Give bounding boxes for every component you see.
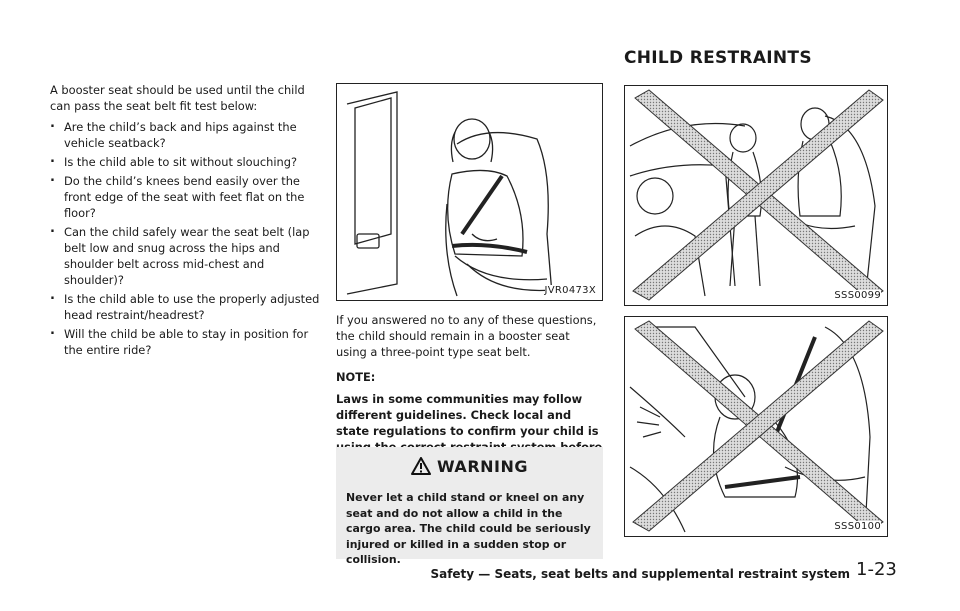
fit-test-item: . Are the child’s back and hips against the vehicle seatback?	[50, 119, 322, 151]
figure-label: SSS0099	[834, 290, 881, 301]
booster-seat-paragraph: If you answered no to any of these questions, the child should remain in a booster seat using a three-point type seat belt.	[336, 313, 597, 359]
fit-test-column	[50, 82, 322, 361]
note-heading: NOTE:	[336, 370, 376, 384]
warning-heading	[336, 457, 603, 479]
fit-test-item: . Will the child be able to stay in position for the entire ride?	[50, 326, 322, 358]
fit-test-item: . Is the child able to use the properly adjusted head restraint/headrest?	[50, 291, 322, 323]
figure-label: SSS0100	[834, 521, 881, 532]
figure-prohibited-standing	[624, 85, 888, 306]
fit-test-list	[50, 119, 322, 358]
section-title: CHILD RESTRAINTS	[624, 48, 812, 68]
warning-triangle-icon	[411, 457, 431, 479]
figure-booster-seat	[336, 83, 603, 301]
footer-chapter-title: Safety — Seats, seat belts and supplemental restraint system	[430, 567, 850, 581]
fit-test-item: . Can the child safely wear the seat belt (lap belt low and snug across the hips and shoulder belt across mid-chest and shoulder)?	[50, 224, 322, 288]
booster-seat-illustration	[337, 84, 603, 301]
figure-label: JVR0473X	[544, 285, 596, 296]
warning-box	[336, 447, 603, 566]
warning-body: Never let a child stand or kneel on any seat and do not allow a child in the cargo area. The child could be seriously injured or killed in a sudden stop or collision.	[346, 491, 591, 566]
figure-prohibited-airbag	[624, 316, 888, 537]
fit-test-item: . Do the child’s knees bend easily over the front edge of the seat with feet flat on the floor?	[50, 173, 322, 221]
page-number: 1-23	[856, 559, 897, 580]
fit-test-item: . Is the child able to sit without slouching?	[50, 154, 322, 170]
airbag-child-illustration	[625, 317, 888, 537]
warning-heading-text: WARNING	[437, 457, 528, 476]
note-body: Laws in some communities may follow different guidelines. Check local and state regulations to confirm your child is	[336, 392, 599, 438]
standing-child-illustration	[625, 86, 888, 306]
fit-test-intro: A booster seat should be used until the child can pass the seat belt fit test below:	[50, 83, 305, 113]
